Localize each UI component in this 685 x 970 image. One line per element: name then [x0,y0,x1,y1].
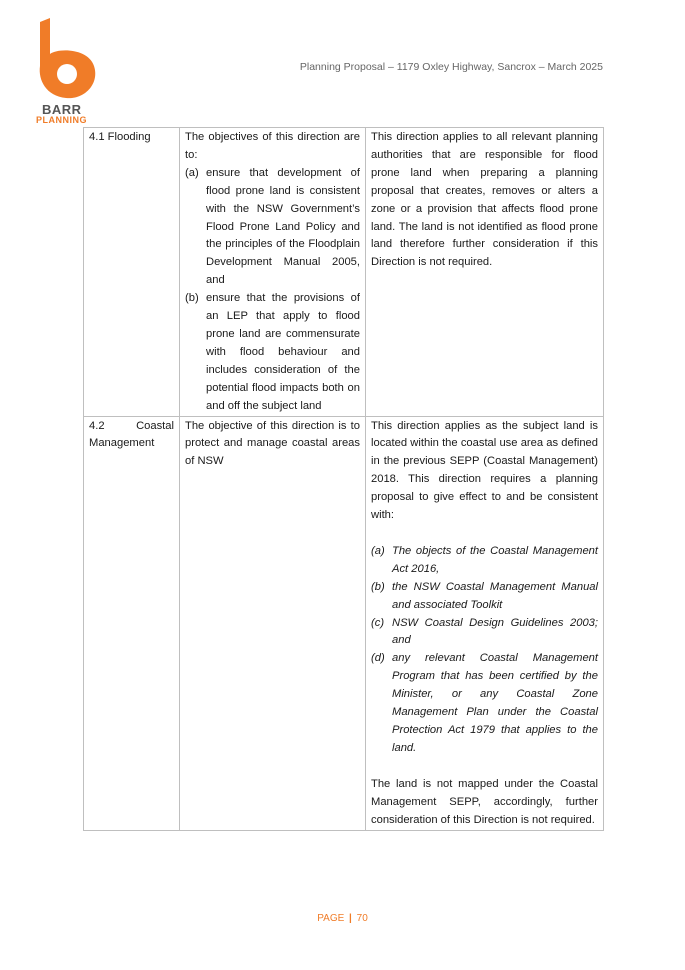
objectives-cell [180,416,366,830]
objectives-cell [180,128,366,417]
page-footer [0,913,685,924]
directions-table [83,127,604,831]
objective-intro: The objectives of this direction are to: [185,131,360,161]
table-row-coastal [84,416,604,830]
direction-cell [84,128,180,417]
consistency-intro: This direction applies as the subject land is located within the coastal use area as defined in the previous SEPP (Coastal Management) 2018. This direction requires a planning proposal to give effect to and be consistent with: [371,419,598,522]
list-item: (b) ensure that the provisions of an LEP that apply to flood prone land are commensurate with flood behaviour and includes consideration of the potential flood impacts both on and off the subject land [185,292,360,412]
direction-cell [84,416,180,830]
logo-brand-text: BARR [42,102,82,117]
list-item: (c) NSW Coastal Design Guidelines 2003; and [371,616,598,647]
barr-logo-b-icon [36,18,100,100]
barr-planning-logo [30,18,110,128]
table-row-flooding [84,128,604,417]
logo-sub-text: PLANNING [36,115,87,125]
direction-title: 4.2 Coastal Management [89,419,174,450]
objective-intro: The objective of this direction is to protect and manage coastal areas of NSW [185,419,360,468]
list-item: (a) The objects of the Coastal Management Act 2016, [371,544,598,575]
consistency-text: This direction applies to all relevant planning authorities that are responsible for flood prone land when preparing a planning proposal that creates, removes or alters a zone or a provision that affects flood prone land. The land is not identified as flood prone land therefore further consideration if this Direction is not required. [371,131,598,269]
list-item: (b) the NSW Coastal Management Manual and associated Toolkit [371,580,598,611]
list-item: (d) any relevant Coastal Management Program that has been certified by the Minister, or any Coastal Zone Management Plan under the Coastal Protection Act 1979 that applies to the land. [371,652,598,754]
list-item: (a) ensure that development of flood prone land is consistent with the NSW Government’s Flood Prone Land Policy and the principles of the Floodplain Development Manual 2005, and [185,166,360,287]
consistency-cell [366,128,604,417]
page-separator: | [349,913,352,924]
page-number: 70 [356,913,368,924]
consistency-list [371,543,598,758]
objectives-list [185,165,360,416]
consistency-outro: The land is not mapped under the Coastal Management SEPP, accordingly, further consideration of this Direction is not required. [371,777,598,826]
consistency-cell [366,416,604,830]
direction-title: 4.1 Flooding [89,131,151,143]
page-label: PAGE [317,913,345,924]
document-header: Planning Proposal – 1179 Oxley Highway, Sancrox – March 2025 [299,61,603,73]
